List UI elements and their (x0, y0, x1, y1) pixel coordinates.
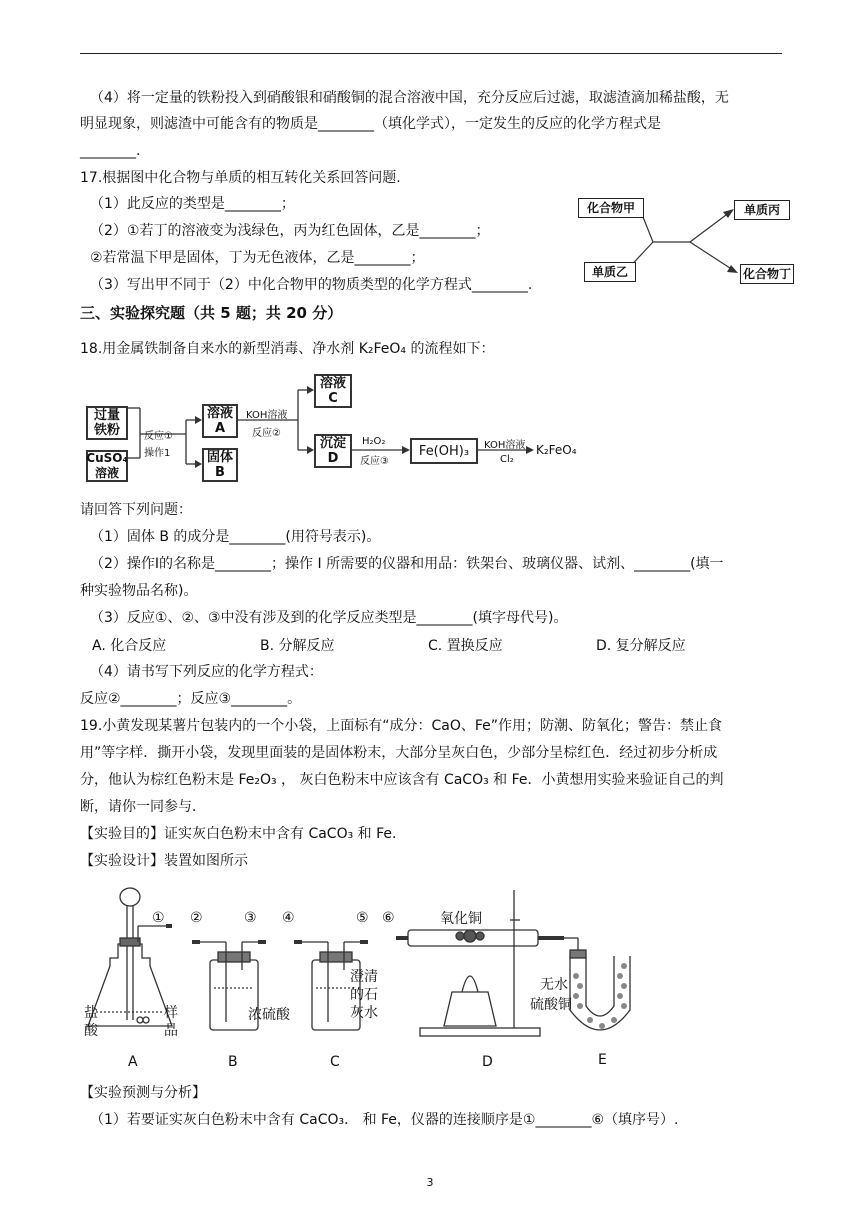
q18-part3: （3）反应①、②、③中没有涉及到的化学反应类型是________(填字母代号)。 (90, 610, 568, 626)
port-3: ③ (244, 910, 257, 926)
q18-ask: 请回答下列问题： (80, 502, 192, 518)
q19-part1: （1）若要证实灰白色粉末中含有 CaCO₃． 和 Fe，仪器的连接顺序是①________⑥（填序号）. (90, 1112, 679, 1128)
flow-arrowhead-D (307, 446, 314, 454)
header-rule (80, 53, 782, 54)
q17-part3: （3）写出甲不同于（2）中化合物甲的物质类型的化学方程式________. (90, 277, 533, 293)
q17-stem: 17.根据图中化合物与单质的相互转化关系回答问题. (80, 170, 401, 186)
label-cuso4-2: 硫酸铜 (530, 997, 572, 1013)
label-sample-2: 品 (164, 1023, 178, 1039)
q17-part2b: ②若常温下甲是固体，丁为无色液体，乙是________； (90, 250, 425, 266)
flow-box-precipitate-d: 沉淀 D (314, 434, 352, 468)
flow-arrowhead-C (307, 386, 314, 394)
label-c: C (330, 1054, 340, 1070)
flow-label-r1: 反应① (144, 431, 173, 442)
label-limewater-2: 的石 (350, 987, 378, 1003)
q17-box-bing: 单质丙 (734, 200, 790, 220)
q17-part2a: （2）①若丁的溶液变为浅绿色，丙为红色固体，乙是________； (90, 223, 490, 239)
q19-purpose: 【实验目的】证实灰白色粉末中含有 CaCO₃ 和 Fe. (80, 826, 397, 842)
q16-part4-line3: ________. (80, 143, 141, 159)
q17-box-yi: 单质乙 (584, 262, 636, 282)
label-cuso4-1: 无水 (540, 977, 568, 993)
port-5: ⑤ (356, 910, 369, 926)
q18-part4-equations: 反应②________；反应③________。 (80, 691, 302, 707)
q19-line1: 19.小黄发现某薯片包装内的一个小袋，上面标有“成分：CaO、Fe”作用；防潮、防氧化；警告：禁止食 (80, 718, 723, 734)
flow-box-solution-c: 溶液 C (314, 374, 352, 408)
port-2: ② (190, 910, 203, 926)
flow-label-product: K₂FeO₄ (536, 443, 577, 457)
q16-part4-line2: 明显现象，则滤渣中可能含有的物质是________（填化学式），一定发生的反应的化学方程式是 (80, 116, 661, 132)
q18-part2b: 种实验物品名称)。 (80, 583, 198, 599)
flow-label-cl2: Cl₂ (500, 454, 514, 465)
flow-box-solution-a: 溶液 A (202, 404, 238, 438)
q17-part1: （1）此反应的类型是________； (90, 196, 295, 212)
q19-predict-heading: 【实验预测与分析】 (80, 1085, 206, 1101)
q16-part4-line1: （4）将一定量的铁粉投入到硝酸银和硝酸铜的混合溶液中国，充分反应后过滤，取滤渣滴加稀盐酸，无 (90, 90, 729, 106)
label-acid-2: 酸 (84, 1023, 98, 1039)
q19-design: 【实验设计】装置如图所示 (80, 853, 248, 869)
q18-stem: 18.用金属铁制备自来水的新型消毒、净水剂 K₂FeO₄ 的流程如下： (80, 341, 495, 357)
port-1: ① (152, 910, 165, 926)
port-6: ⑥ (382, 910, 395, 926)
label-sample-1: 样 (164, 1005, 178, 1021)
q18-part4: （4）请书写下列反应的化学方程式： (90, 664, 323, 680)
q17-box-ding: 化合物丁 (740, 264, 794, 284)
flow-box-cuso4: CuSO₄ 溶液 (86, 451, 128, 480)
flow-arrowhead-B (195, 460, 202, 468)
flow-label-op1: 操作1 (144, 448, 171, 459)
flow-arrowhead-feoh3 (402, 446, 410, 454)
flow-box-solid-b: 固体 B (202, 448, 238, 482)
apparatus-e-granules (573, 963, 627, 1029)
q18-option-a: A. 化合反应 (92, 638, 167, 654)
q19-line3: 分，他认为棕红色粉末是 Fe₂O₃ ， 灰白色粉末中应该含有 CaCO₃ 和 Fe．小黄想用实验来验证自己的判 (80, 772, 724, 788)
label-limewater-3: 灰水 (350, 1005, 378, 1021)
flow-label-r3: 反应③ (360, 456, 389, 467)
q18-option-d: D. 复分解反应 (596, 638, 686, 654)
q18-part1: （1）固体 B 的成分是________(用符号表示)。 (90, 529, 381, 545)
label-b: B (228, 1054, 238, 1070)
flow-box-iron: 过量 铁粉 (86, 406, 128, 440)
q17-line-jia (643, 217, 653, 242)
flow-label-r2: 反应② (252, 428, 281, 439)
section3-heading: 三、实验探究题（共 5 题；共 20 分） (80, 304, 343, 322)
flow-label-koh1: KOH溶液 (246, 410, 288, 421)
q19-line4: 断，请你一同参与． (80, 799, 206, 815)
flow-arrowhead-product (526, 446, 534, 454)
q17-arrow-bing (690, 212, 730, 242)
q18-option-b: B. 分解反应 (260, 638, 335, 654)
label-e: E (598, 1052, 607, 1068)
label-d: D (482, 1054, 493, 1070)
flow-box-feoh3: Fe(OH)₃ (410, 438, 478, 464)
flow-label-h2o2: H₂O₂ (362, 436, 386, 447)
flow-label-koh2: KOH溶液 (484, 440, 526, 451)
label-acid-1: 盐 (84, 1005, 98, 1021)
q19-line2: 用”等字样．撕开小袋，发现里面装的是固体粉末，大部分呈灰白色，少部分呈棕红色．经过初步分析成 (80, 745, 718, 761)
apparatus-a-flask (88, 888, 172, 1026)
q17-arrow-ding (690, 242, 733, 270)
label-a: A (128, 1054, 138, 1070)
page-number: 3 (426, 1176, 434, 1189)
label-copper-oxide: 氧化铜 (440, 911, 482, 927)
label-limewater-1: 澄清 (350, 969, 378, 985)
q17-box-jia: 化合物甲 (578, 198, 644, 218)
apparatus-e-u-tube (564, 938, 630, 1030)
q17-arrowhead-ding (727, 265, 738, 273)
port-4: ④ (282, 910, 295, 926)
flow-arrowhead-A (195, 416, 202, 424)
q18-part2a: （2）操作Ⅰ的名称是________；操作 I 所需要的仪器和用品：铁架台、玻璃仪器、试剂、________(填一 (90, 556, 724, 572)
q18-option-c: C. 置换反应 (428, 638, 503, 654)
label-conc-h2so4: 浓硫酸 (248, 1007, 290, 1023)
